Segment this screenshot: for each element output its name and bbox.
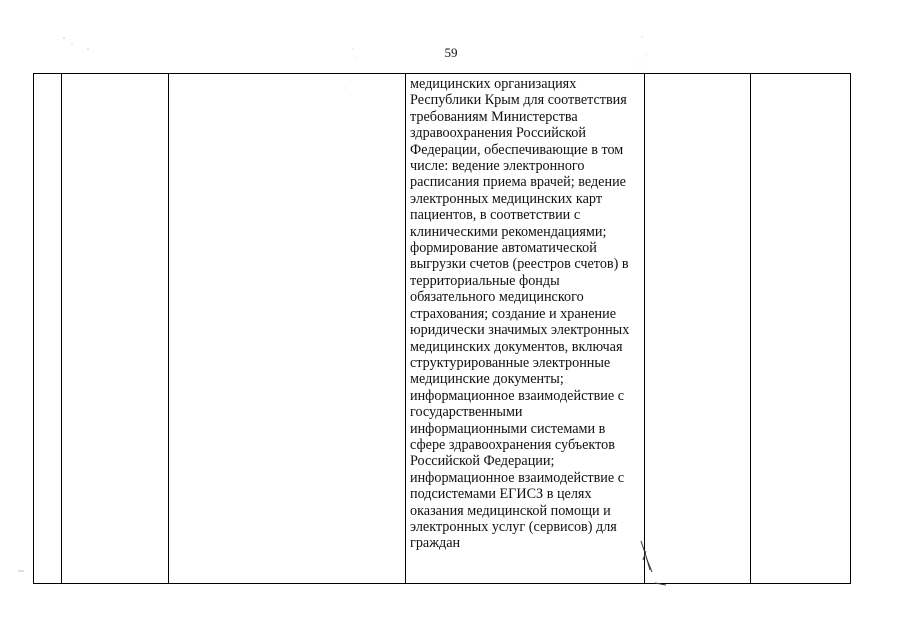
- description-line: подсистемами ЕГИСЗ в целях: [410, 486, 592, 503]
- description-line: медицинские документы;: [410, 371, 564, 388]
- description-line: информационное взаимодействие с: [410, 469, 624, 486]
- description-line: обязательного медицинского: [410, 289, 584, 306]
- description-line: государственными: [410, 404, 523, 421]
- description-line: электронных медицинских карт: [410, 190, 603, 207]
- pen-mark: [641, 541, 666, 585]
- description-line: электронных услуг (сервисов) для: [410, 518, 617, 535]
- description-line: пациентов, в соответствии с: [410, 207, 581, 224]
- description-line: медицинских организациях: [410, 76, 577, 92]
- description-line: здравоохранения Российской: [410, 125, 586, 142]
- description-line: числе: ведение электронного: [410, 158, 585, 175]
- description-line: граждан: [410, 535, 461, 552]
- description-line: сфере здравоохранения субъектов: [410, 436, 615, 453]
- description-line: юридически значимых электронных: [410, 322, 630, 339]
- description-line: выгрузки счетов (реестров счетов) в: [410, 256, 629, 273]
- description-line: формирование автоматической: [410, 240, 597, 257]
- description-line: оказания медицинской помощи и: [410, 502, 611, 519]
- page-number: 59: [444, 45, 458, 60]
- description-line: расписания приема врачей; ведение: [410, 174, 626, 191]
- description-line: территориальные фонды: [410, 272, 560, 289]
- description-line: Российской Федерации;: [410, 453, 555, 470]
- description-line: требованиям Министерства: [410, 108, 578, 125]
- description-line: страхования; создание и хранение: [410, 305, 616, 322]
- description-line: Федерации, обеспечивающие в том: [410, 141, 624, 158]
- description-line: структурированные электронные: [410, 354, 611, 371]
- description-line: клиническими рекомендациями;: [410, 223, 607, 240]
- description-line: Республики Крым для соответствия: [410, 92, 627, 109]
- description-line: информационное взаимодействие с: [410, 387, 624, 404]
- description-line: медицинских документов, включая: [410, 338, 623, 355]
- description-line: информационными системами в: [410, 420, 606, 437]
